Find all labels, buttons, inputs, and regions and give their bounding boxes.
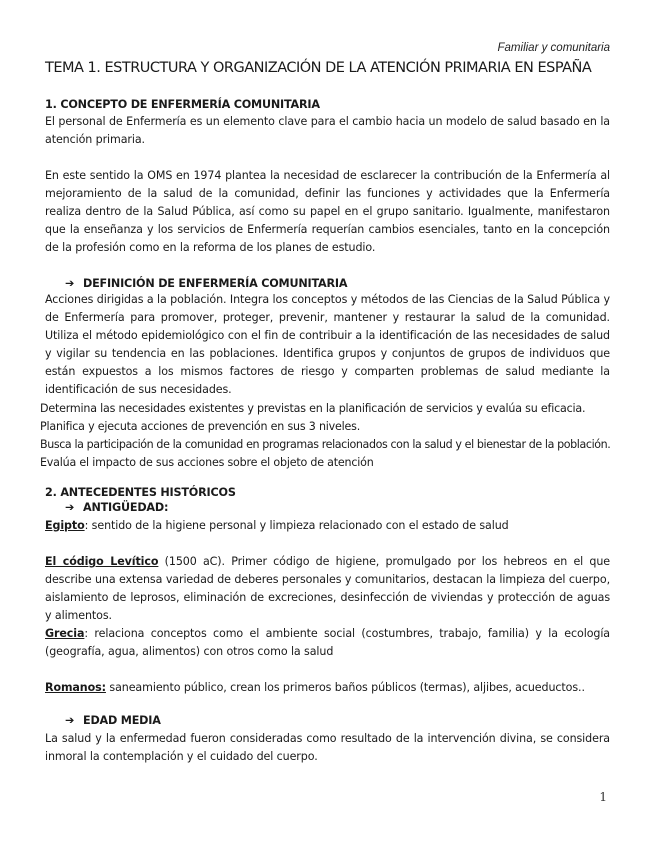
grecia-label: Grecia (45, 627, 85, 640)
edad-media-heading-text: EDAD MEDIA (83, 714, 161, 727)
section-1-heading: 1. CONCEPTO DE ENFERMERÍA COMUNITARIA (45, 98, 320, 111)
definition-heading-text: DEFINICIÓN DE ENFERMERÍA COMUNITARIA (83, 277, 348, 290)
edad-media-heading (65, 714, 161, 727)
section-1-paragraph-1: El personal de Enfermería es un elemento clave para el cambio hacia un modelo de salud basado en la atención primaria. (45, 115, 610, 146)
arrow-right-icon: ➔ (65, 277, 75, 290)
definition-line-3: Busca la participación de la comunidad en programas relacionados con la salud y el bienestar de la población. (40, 438, 611, 451)
edad-media-paragraph: La salud y la enfermedad fueron consideradas como resultado de la intervención divina, se considera inmoral la contemplación y el cuidado del cuerpo. (45, 732, 610, 763)
romanos-paragraph (45, 679, 610, 697)
egipto-paragraph (45, 517, 610, 535)
levitico-label: El código Levítico (45, 555, 159, 568)
section-2-heading: 2. ANTECEDENTES HISTÓRICOS (45, 486, 236, 499)
levitico-text: (1500 aC). Primer código de higiene, promulgado por los hebreos en el que describe una extensa variedad de deberes personales y comunitarios, destacan la limpieza del cuerpo, aislamiento de leprosos, eliminación de excreciones, desinfección de viviendas y protección de aguas y alimentos. (45, 555, 610, 622)
egipto-text: : sentido de la higiene personal y limpieza relacionado con el estado de salud (84, 519, 509, 532)
egipto-label: Egipto (45, 519, 85, 532)
running-header: Familiar y comunitaria (497, 42, 610, 54)
definition-line-2: Planifica y ejecuta acciones de prevención en sus 3 niveles. (40, 420, 361, 433)
page-number: 1 (599, 790, 607, 804)
antiguedad-heading-text: ANTIGÜEDAD: (83, 501, 169, 514)
levitico-paragraph (45, 553, 610, 625)
definition-line-1: Determina las necesidades existentes y previstas en la planificación de servicios y evalúa su eficacia. (40, 402, 586, 415)
romanos-text: saneamiento público, crean los primeros baños públicos (termas), aljibes, acueductos.. (105, 681, 585, 694)
definition-paragraph: Acciones dirigidas a la población. Integra los conceptos y métodos de las Ciencias de la Salud Pública y de Enfermería para promover, proteger, prevenir, mantener y restaurar la salud de la comunidad. Utiliza el método epidemiológico con el fin de contribuir a la identificación de las necesidades de salud y vigilar su tendencia en las poblaciones. Identifica grupos y conjuntos de grupos de individuos que están expuestos a los mismos factores de riesgo y comparten problemas de salud mediante la identificación de sus necesidades. (45, 293, 610, 396)
arrow-right-icon: ➔ (65, 501, 75, 514)
definition-heading (65, 277, 347, 290)
grecia-text: : relaciona conceptos como el ambiente social (costumbres, trabajo, familia) y la ecología (geografía, agua, alimentos) con otros como la salud (45, 627, 610, 658)
grecia-paragraph (45, 625, 610, 661)
antiguedad-heading (65, 501, 168, 514)
page-title: TEMA 1. ESTRUCTURA Y ORGANIZACIÓN DE LA ATENCIÓN PRIMARIA EN ESPAÑA (45, 60, 592, 76)
definition-line-4: Evalúa el impacto de sus acciones sobre el objeto de atención (40, 456, 374, 469)
section-1-paragraph-2: En este sentido la OMS en 1974 plantea la necesidad de esclarecer la contribución de la Enfermería al mejoramiento de la salud de la comunidad, definir las funciones y actividades que la Enfermería realiza dentro de la Salud Pública, así como su papel en el grupo sanitario. Igualmente, manifestaron que la enseñanza y los servicios de Enfermería requerían cambios esenciales, tanto en la concepción de la profesión como en la reforma de los planes de estudio. (45, 169, 610, 254)
romanos-label: Romanos: (45, 681, 106, 694)
arrow-right-icon: ➔ (65, 714, 75, 727)
